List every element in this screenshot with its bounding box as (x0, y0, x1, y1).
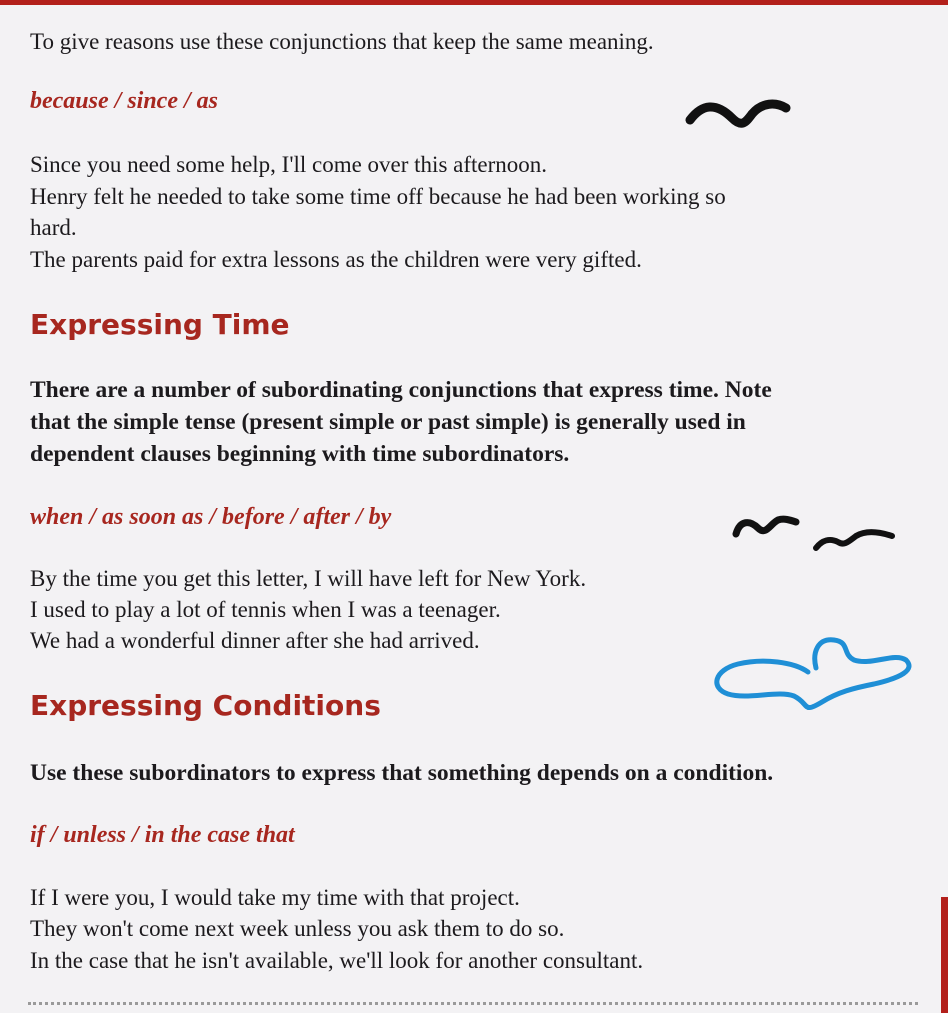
cloud-doodle-icon (704, 632, 920, 718)
time-intro-line-3: dependent clauses beginning with time subordinators. (30, 441, 570, 467)
top-accent-rule (0, 0, 948, 5)
conditions-example-2: They won't come next week unless you ask them to do so. (30, 916, 565, 941)
time-keywords: when / as soon as / before / after / by (30, 504, 392, 530)
heading-expressing-time: Expressing Time (30, 308, 290, 341)
bird-doodle-icon (682, 92, 794, 136)
reasons-example-1: Since you need some help, I'll come over this afternoon. (30, 152, 548, 177)
reasons-example-2: Henry felt he needed to take some time off because he had been working so (30, 184, 726, 209)
conditions-example-1: If I were you, I would take my time with that project. (30, 885, 520, 910)
conditions-keywords: if / unless / in the case that (30, 822, 295, 848)
bird-doodle-icon (808, 522, 900, 556)
conditions-example-3: In the case that he isn't available, we'll look for another consultant. (30, 948, 644, 973)
bird-doodle-icon (728, 508, 804, 546)
time-example-1: By the time you get this letter, I will have left for New York. (30, 566, 587, 591)
conditions-intro: Use these subordinators to express that something depends on a condition. (30, 760, 774, 786)
time-intro-line-1: There are a number of subordinating conjunctions that express time. Note (30, 377, 772, 403)
time-example-3: We had a wonderful dinner after she had arrived. (30, 628, 480, 653)
time-intro-line-2: that the simple tense (present simple or past simple) is generally used in (30, 409, 746, 435)
time-example-2: I used to play a lot of tennis when I was a teenager. (30, 597, 501, 622)
heading-expressing-conditions: Expressing Conditions (30, 689, 381, 722)
side-accent-tab (941, 897, 948, 1013)
reasons-keywords: because / since / as (30, 88, 218, 114)
reasons-example-2-continued: hard. (30, 215, 77, 240)
dotted-divider (28, 1002, 918, 1005)
reasons-intro: To give reasons use these conjunctions that keep the same meaning. (30, 29, 654, 54)
reasons-example-3: The parents paid for extra lessons as the children were very gifted. (30, 247, 642, 272)
